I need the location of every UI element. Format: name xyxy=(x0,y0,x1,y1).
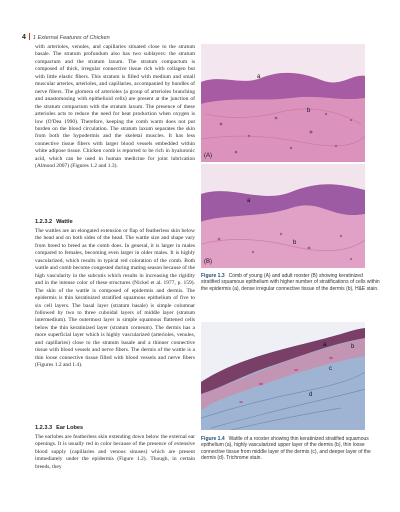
wattle-paragraph: The wattles are an elongated extension or flap of featherless skin below the head and on both sides of the head. The wattle size and shape vary from breed to breed as the comb does. In general, it is larger in males compared to females, becoming even larger in older males. It is highly vascularized, which results in typical red coloration of the comb. Both wattle and comb become congested during mating season because of the high vascularity in the subcutis which results in increasing the rigidity and in the intense color of these structures (Nickel et al. 1977, p. 159). The skin of the wattle is composed of epidermis and dermis. The epidermis is thin keratinized stratified squamous epithelium of five to six cell layers. The basal layer (stratum basale) is simple columnar followed by two to three cuboidal layers of middle layer (stratum intermedium). The outermost layer is simple squamous flattened cells below the thin keratinized layer (stratum corneum). The dermis has a more superficial layer which is highly vascularized (arterioles, venules, and capillaries) close to the stratum basale and a thinner connective tissue with blood vessels and nerve fibers. The dermis of the wattle is a thin loose connective tissue filled with blood vessels and nerve fibers (Figures 1.2 and 1.4). xyxy=(35,228,195,369)
section-title: Ear Lobes xyxy=(56,425,84,431)
figure-1-4-image xyxy=(201,322,365,430)
section-number: 1.2.3.2 xyxy=(35,219,53,225)
wattle-text xyxy=(35,228,195,370)
section-heading-earlobes xyxy=(35,425,83,431)
figure-number: Figure 1.4 xyxy=(201,436,225,442)
marker-b: b xyxy=(293,240,297,246)
marker-b: b xyxy=(307,108,311,114)
intro-text xyxy=(35,44,195,171)
figure-number: Figure 1.3 xyxy=(201,273,225,279)
running-title: 1 External Features of Chicken xyxy=(32,35,110,41)
marker-a: a xyxy=(247,198,251,204)
figure-1-4-caption xyxy=(201,436,381,462)
marker-c: c xyxy=(329,366,332,372)
section-heading-wattle xyxy=(35,219,73,225)
caption-text: Comb of young (A) and adult rooster (B) showing keratinized stratified squamous epithelium with higher number of stratifications of cells within the epidermis (a), dense irregular connective tissue of the dermis (b), H&E stain. xyxy=(201,273,380,292)
figure-1-3-panel-b xyxy=(201,164,365,268)
running-header xyxy=(22,33,110,42)
earlobes-text xyxy=(35,434,195,471)
panel-label-b: (B) xyxy=(204,259,212,265)
section-number: 1.2.3.3 xyxy=(35,425,53,431)
marker-d: d xyxy=(309,392,313,398)
panel-label-a: (A) xyxy=(204,153,212,159)
marker-a: a xyxy=(323,342,327,348)
intro-paragraph: with arterioles, venules, and capillaries situated close to the stratum basale. The stratum profundum also has two sublayers: the stratum compactum and the stratum laxum. The stratum compactum is composed of thick, irregular connective tissue rich with collagen but with little elastic fibers. This stratum is filled with medium and small muscular arteries, arterioles, and capillaries, accompanied by bundles of nerve fibers. The glomera of arterioles (a group of arterioles branching and anastomosing with epithelioid cells) are present at the junction of the stratum compactum with the stratum laxum. The presence of these arterioles acts to reduce the need for heat production when oxygen is low (O'Dea 1990). Therefore, keeping the comb warm does not put burden on the blood circulation. The stratum laxum separates the skin from both the hypodermis and the skeletal muscles. It has less connective tissue fibers with larger blood vessels embedded within white adipose tissue. Chicken comb is reported to be rich in hyaluronic acid, which can be used in human medicine for joint lubrication (Almond 2007) (Figures 1.2 and 1.3). xyxy=(35,44,195,170)
page-number: 4 xyxy=(22,34,26,41)
section-title: Wattle xyxy=(56,219,73,225)
caption-text: Wattle of a rooster showing thin keratinized stratified squamous epithelium (a), highly vascularized upper layer of the dermis (b), thin loose connective tissue from middle layer of the dermis (c), and deeper layer of the dermis (d). Trichrome stain. xyxy=(201,436,371,462)
figure-1-3-caption xyxy=(201,273,381,292)
figure-1-3-panel-a xyxy=(201,44,365,162)
header-divider xyxy=(29,33,30,40)
marker-b: b xyxy=(351,344,355,350)
earlobes-paragraph: The earlobes are featherless skin extending down below the external ear openings. It is usually red in color because of the presence of extensive blood supply (capillaries and venous sinuses) which are present immediately under the epidermis (Figure 1.2). Though, in certain breeds, they xyxy=(35,434,195,470)
marker-a: a xyxy=(257,74,261,80)
